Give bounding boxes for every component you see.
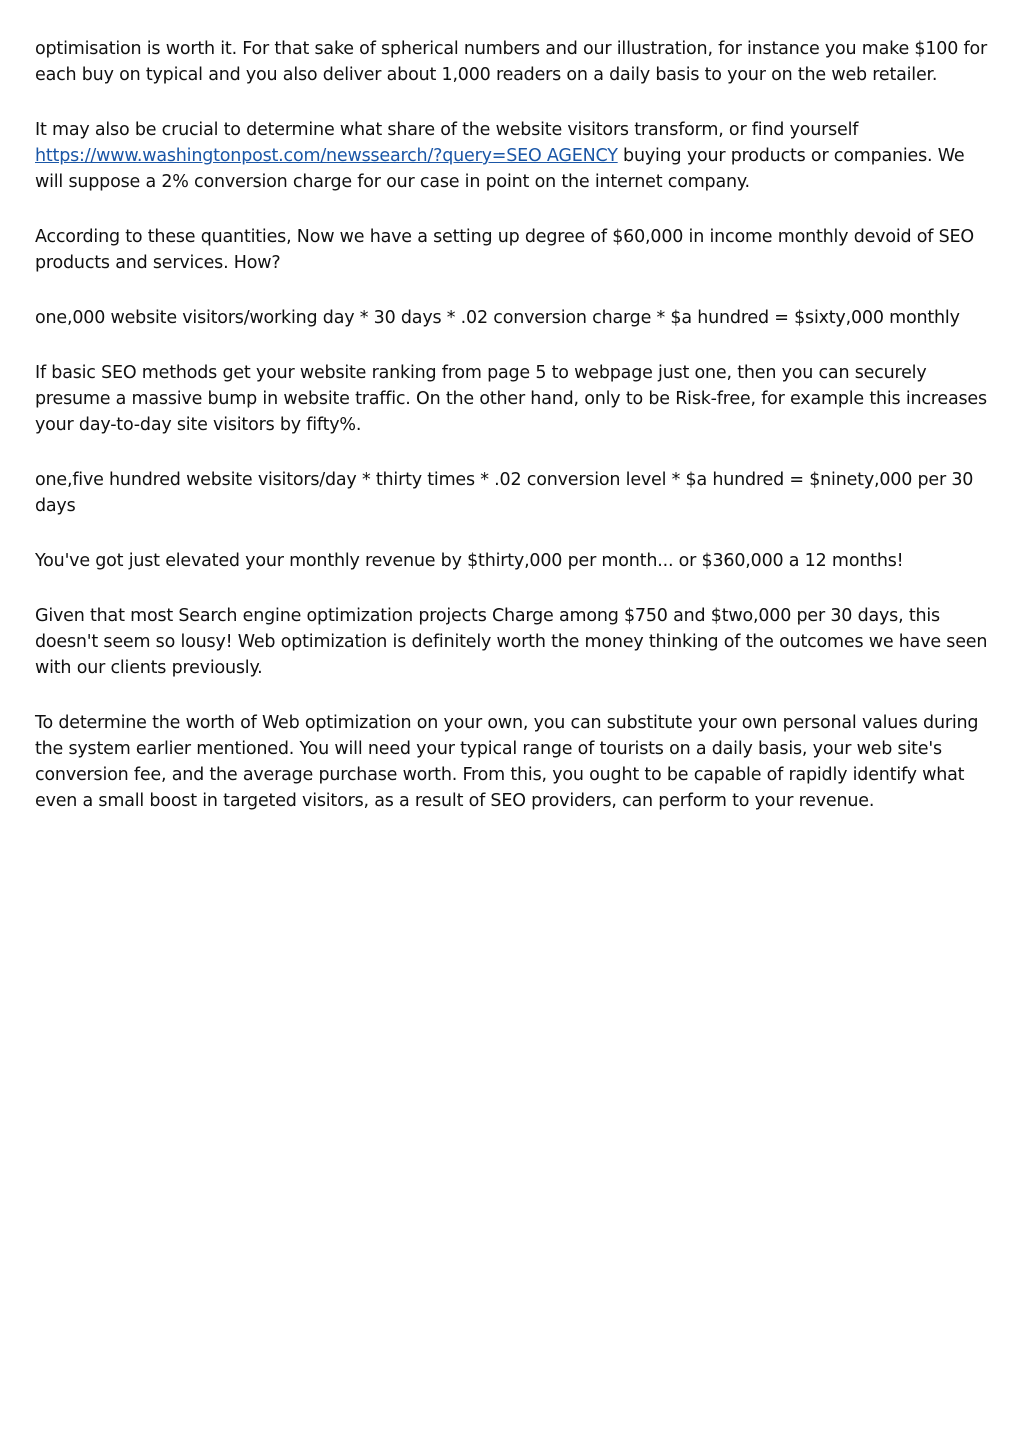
paragraph-intro: optimisation is worth it. For that sake of spherical numbers and our illustration, for instance you make $100 for each buy on typical and you also deliver about 1,000 readers on a daily basis to your on the web retailer. [35, 39, 987, 85]
formula-boosted: one,five hundred website visitors/day * thirty times * .02 conversion level * $a hundred = $ninety,000 per 30 days [35, 470, 974, 516]
document-body [35, 36, 995, 843]
washingtonpost-seo-agency-link[interactable]: https://www.washingtonpost.com/newssearch/?query=SEO AGENCY [35, 146, 618, 166]
paragraph-baseline-income: According to these quantities, Now we have a setting up degree of $60,000 in income monthly devoid of SEO products and services. How? [35, 227, 974, 273]
paragraph-conversion [35, 117, 995, 195]
paragraph-conversion-text-before: It may also be crucial to determine what share of the website visitors transform, or find yourself [35, 120, 859, 140]
paragraph-revenue-increase: You've got just elevated your monthly revenue by $thirty,000 per month... or $360,000 a 12 months! [35, 551, 904, 571]
paragraph-ranking-boost: If basic SEO methods get your website ranking from page 5 to webpage just one, then you can securely presume a massive bump in website traffic. On the other hand, only to be Risk-free, for example this increases your day-to-day site visitors by fifty%. [35, 363, 987, 435]
paragraph-conversion-text-after: buying your products or companies. We will suppose a 2% conversion charge for our case in point on the internet company. [35, 146, 965, 192]
formula-baseline: one,000 website visitors/working day * 30 days * .02 conversion charge * $a hundred = $sixty,000 monthly [35, 308, 960, 328]
paragraph-seo-cost: Given that most Search engine optimization projects Charge among $750 and $two,000 per 30 days, this doesn't seem so lousy! Web optimization is definitely worth the money thinking of the outcomes we have seen with our clients previously. [35, 606, 988, 678]
paragraph-determine-worth: To determine the worth of Web optimization on your own, you can substitute your own personal values during the system earlier mentioned. You will need your typical range of tourists on a daily basis, your web site's conversion fee, and the average purchase worth. From this, you ought to be capable of rapidly identify what even a small boost in targeted visitors, as a result of SEO providers, can perform to your revenue. [35, 713, 979, 811]
